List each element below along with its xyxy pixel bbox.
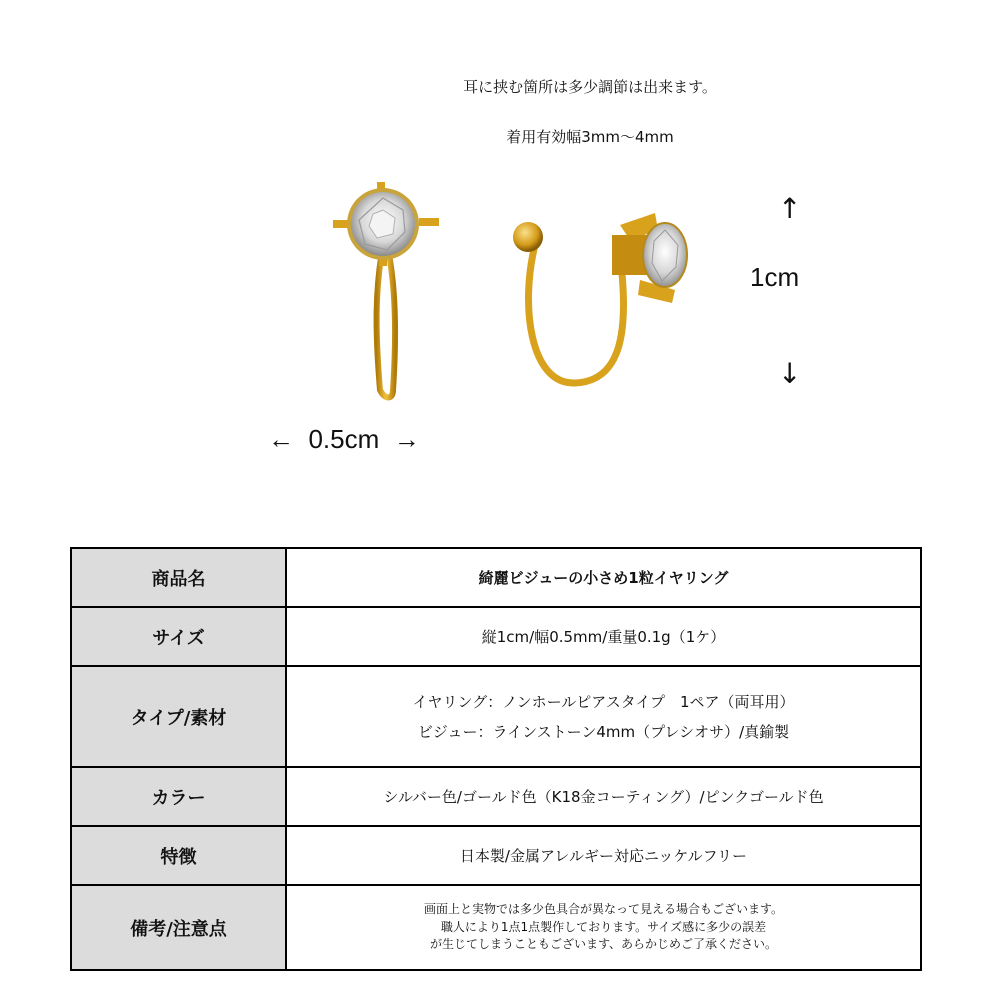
row-value-color: シルバー色/ゴールド色（K18金コーティング）/ピンクゴールド色 bbox=[286, 767, 921, 826]
row-label-color: カラー bbox=[71, 767, 286, 826]
arrow-up-icon: ↑ bbox=[778, 192, 802, 225]
type-line: イヤリング：ノンホールピアスタイプ 1ペア（両耳用） bbox=[412, 693, 795, 711]
row-label-product-name: 商品名 bbox=[71, 548, 286, 607]
material-line: ビジュー：ラインストーン4mm（プレシオサ）/真鍮製 bbox=[417, 723, 790, 741]
table-row bbox=[71, 885, 921, 970]
table-row bbox=[71, 607, 921, 666]
row-label-features: 特徴 bbox=[71, 826, 286, 885]
remarks-line: 画面上と実物では多少色具合が異なって見える場合もございます。 bbox=[423, 902, 784, 917]
spec-table bbox=[70, 547, 922, 971]
table-row bbox=[71, 666, 921, 767]
adjust-note: 耳に挟む箇所は多少調節は出来ます。 bbox=[463, 78, 717, 96]
table-row bbox=[71, 826, 921, 885]
width-measurement: ← 0.5cm → bbox=[268, 424, 420, 454]
row-label-remarks: 備考/注意点 bbox=[71, 885, 286, 970]
height-measurement: 1cm bbox=[750, 262, 800, 292]
row-value-product-name: 綺麗ビジューの小さめ1粒イヤリング bbox=[286, 548, 921, 607]
remarks-line: が生じてしまうこともございます、あらかじめご了承ください。 bbox=[429, 937, 778, 952]
row-value-features: 日本製/金属アレルギー対応ニッケルフリー bbox=[286, 826, 921, 885]
earring-side-photo bbox=[480, 185, 730, 415]
row-value-size: 縦1cm/幅0.5mm/重量0.1g（1ケ） bbox=[286, 607, 921, 666]
effective-width-note: 着用有効幅3mm～4mm bbox=[506, 128, 674, 146]
earring-front-photo bbox=[315, 160, 465, 410]
table-row bbox=[71, 548, 921, 607]
remarks-line: 職人により1点1点製作しております。サイズ感に多少の誤差 bbox=[440, 919, 767, 934]
arrow-down-icon: ↓ bbox=[778, 357, 802, 390]
table-row bbox=[71, 767, 921, 826]
row-label-size: サイズ bbox=[71, 607, 286, 666]
row-value-remarks bbox=[286, 885, 921, 970]
row-value-type-material bbox=[286, 666, 921, 767]
row-label-type-material: タイプ/素材 bbox=[71, 666, 286, 767]
